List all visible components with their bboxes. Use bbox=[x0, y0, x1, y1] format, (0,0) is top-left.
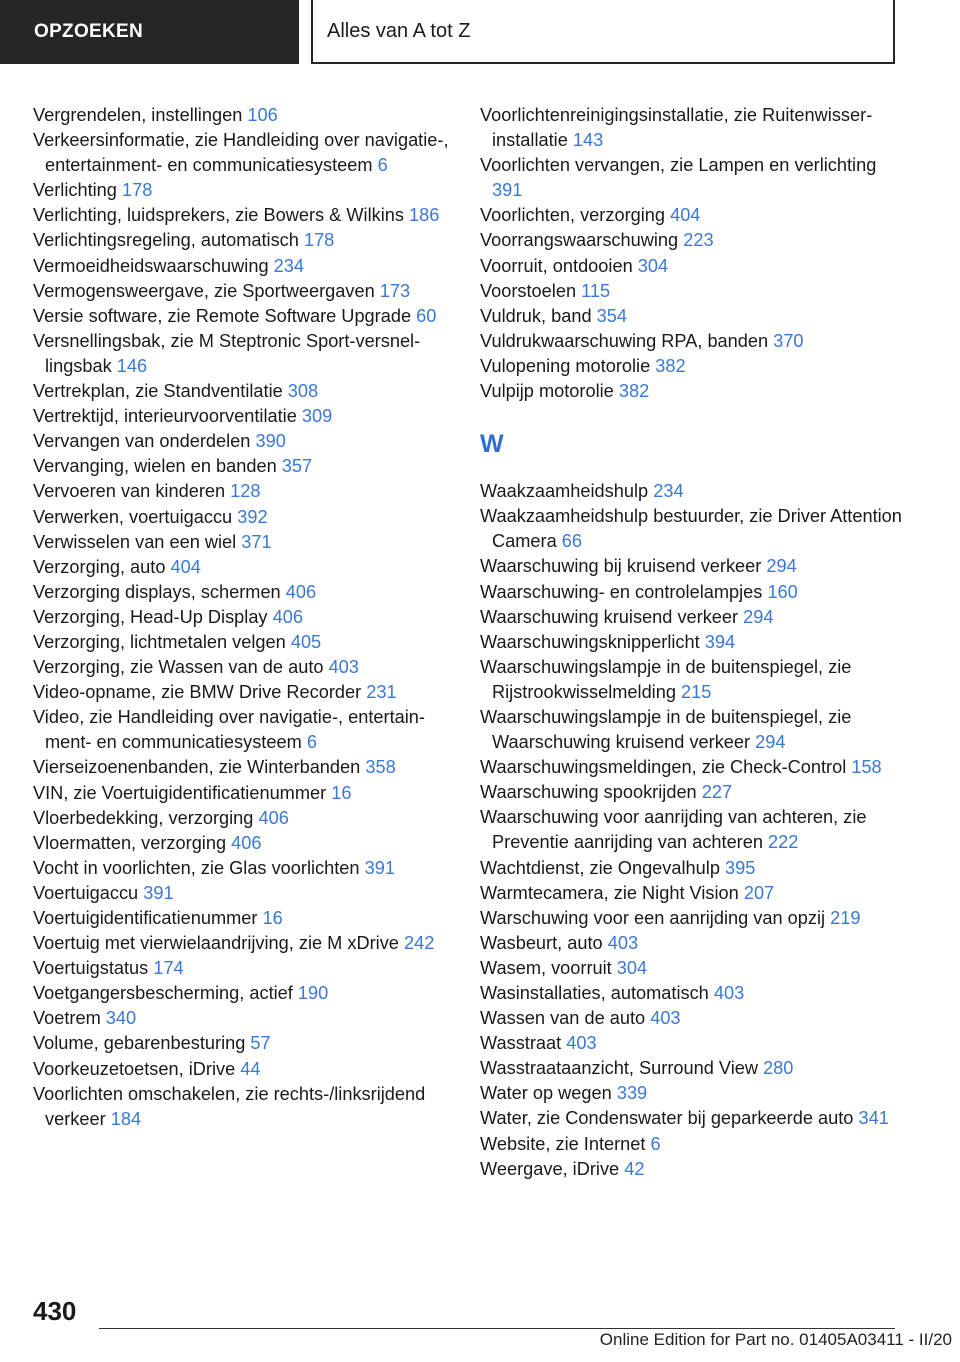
index-entry bbox=[33, 831, 458, 856]
index-entry-term: Verwerken, voertuigaccu bbox=[33, 506, 233, 527]
index-entry-term: Voorlichten vervangen, zie Lampen en verlichting bbox=[480, 155, 877, 176]
index-entry-page-link[interactable]: 186 bbox=[409, 205, 440, 226]
index-entry-page-link[interactable]: 392 bbox=[237, 506, 268, 527]
index-entry-page-link[interactable]: 178 bbox=[121, 180, 153, 201]
section-label: OPZOEKEN bbox=[34, 21, 144, 42]
index-entry bbox=[480, 805, 905, 855]
page-number: 430 bbox=[33, 1296, 77, 1326]
index-entry-term: Voorruit, ontdooien bbox=[480, 255, 633, 276]
index-entry bbox=[33, 454, 458, 479]
index-entry bbox=[33, 956, 458, 981]
index-entry bbox=[480, 379, 905, 404]
index-entry-page-link[interactable]: 394 bbox=[704, 631, 736, 652]
edition-footer: Online Edition for Part no. 01405A03411 - II/20 bbox=[599, 1330, 952, 1349]
index-entry bbox=[480, 906, 905, 931]
index-entry bbox=[33, 931, 458, 956]
index-list-v bbox=[480, 103, 905, 404]
index-entry-term: Verlichting, luidsprekers, zie Bowers & Wilkins bbox=[33, 205, 404, 226]
index-entry-term: Vierseizoenenbanden, zie Winterbanden bbox=[33, 757, 361, 778]
index-entry bbox=[480, 755, 905, 780]
index-entry-page-link[interactable]: 42 bbox=[624, 1158, 645, 1179]
footer-divider bbox=[99, 1328, 895, 1329]
index-entry-page-link[interactable]: 219 bbox=[830, 907, 861, 928]
index-entry bbox=[480, 504, 905, 554]
index-entry-term: VIN, zie Voertuigidentificatienummer bbox=[33, 782, 327, 803]
index-entry bbox=[480, 1006, 905, 1031]
index-entry-page-link[interactable]: 128 bbox=[230, 481, 261, 502]
index-entry-page-link[interactable]: 294 bbox=[743, 606, 774, 627]
index-entry-page-link[interactable]: 403 bbox=[713, 983, 745, 1003]
index-entry-page-link[interactable]: 231 bbox=[366, 682, 397, 703]
index-entry-term: Verkeersinformatie, zie Handleiding over navigatie-, entertainment- en communicatiesysteem bbox=[33, 130, 449, 176]
index-entry bbox=[480, 705, 905, 755]
index-entry-term: Voorkeuzetoetsen, iDrive bbox=[33, 1058, 236, 1079]
index-entry bbox=[33, 128, 458, 178]
index-entry-term: Volume, gebarenbesturing bbox=[33, 1033, 246, 1054]
index-entry-term: Wasinstallaties, automatisch bbox=[480, 983, 709, 1003]
index-entry-page-link[interactable]: 242 bbox=[403, 933, 435, 954]
index-entry-page-link[interactable]: 403 bbox=[650, 1008, 681, 1029]
index-entry bbox=[480, 780, 905, 805]
index-entry-term: Verwisselen van een wiel bbox=[33, 531, 237, 552]
index-entry-page-link[interactable]: 60 bbox=[416, 305, 437, 326]
index-entry-page-link[interactable]: 294 bbox=[755, 732, 786, 753]
index-entry-term: Vervoeren van kinderen bbox=[33, 481, 226, 502]
index-entry-term: Weergave, iDrive bbox=[480, 1158, 620, 1179]
index-entry-term: Waarschuwing- en controlelampjes bbox=[480, 581, 763, 602]
index-entry bbox=[480, 981, 905, 1006]
index-entry-page-link[interactable]: 207 bbox=[743, 882, 775, 903]
index-entry-page-link[interactable]: 357 bbox=[281, 456, 313, 477]
index-entry-page-link[interactable]: 403 bbox=[566, 1033, 597, 1054]
index-entry bbox=[33, 580, 458, 605]
index-entry-term: Wassen van de auto bbox=[480, 1008, 646, 1029]
index-entry-term: Voertuig met vierwielaandrijving, zie M xDrive bbox=[33, 933, 399, 954]
index-entry bbox=[33, 755, 458, 780]
index-entry bbox=[33, 605, 458, 630]
index-entry-page-link[interactable]: 406 bbox=[285, 581, 317, 602]
index-entry-term: Vuldrukwaarschuwing RPA, banden bbox=[480, 330, 769, 351]
index-entry bbox=[480, 630, 905, 655]
index-entry-page-link[interactable]: 57 bbox=[250, 1033, 271, 1054]
index-entry bbox=[33, 228, 458, 253]
index-entry-term: Voertuigaccu bbox=[33, 882, 139, 903]
index-entry-term: Vertrekplan, zie Standventilatie bbox=[33, 381, 283, 402]
index-entry-page-link[interactable]: 66 bbox=[561, 531, 582, 552]
index-entry-term: Vloermatten, verzorging bbox=[33, 832, 227, 853]
index-entry-page-link[interactable]: 371 bbox=[241, 531, 272, 552]
index-entry bbox=[480, 1056, 905, 1081]
index-entry bbox=[33, 1031, 458, 1056]
index-entry-term: Vervanging, wielen en banden bbox=[33, 456, 277, 477]
index-entry-term: Wachtdienst, zie Ongevalhulp bbox=[480, 857, 720, 878]
index-entry-term: Wasstraat bbox=[480, 1033, 562, 1054]
index-entry bbox=[33, 479, 458, 504]
index-entry-term: Verlichting bbox=[33, 180, 117, 201]
index-entry-page-link[interactable]: 143 bbox=[572, 130, 604, 151]
index-entry-term: Vertrektijd, interieurvoorventilatie bbox=[33, 406, 297, 427]
index-entry-term: Verzorging, auto bbox=[33, 556, 166, 577]
index-list-w bbox=[480, 479, 905, 1182]
index-entry-term: Verlichtingsregeling, automatisch bbox=[33, 230, 299, 251]
index-entry-page-link[interactable]: 358 bbox=[365, 757, 396, 778]
index-entry-page-link[interactable]: 294 bbox=[766, 556, 797, 577]
index-entry-page-link[interactable]: 178 bbox=[303, 230, 335, 251]
index-entry-page-link[interactable]: 174 bbox=[153, 958, 184, 979]
index-entry-page-link[interactable]: 158 bbox=[851, 757, 882, 778]
index-entry bbox=[33, 781, 458, 806]
index-entry-page-link[interactable]: 405 bbox=[290, 631, 322, 652]
index-entry bbox=[33, 555, 458, 580]
index-entry-term: Voorstoelen bbox=[480, 280, 577, 301]
index-entry-term: Vuldruk, band bbox=[480, 305, 592, 326]
index-entry-term: Voetrem bbox=[33, 1008, 101, 1029]
index-entry-term: Video-opname, zie BMW Drive Recorder bbox=[33, 682, 362, 703]
index-entry bbox=[33, 630, 458, 655]
index-entry-page-link[interactable]: 6 bbox=[377, 155, 388, 176]
index-entry-term: Vermoeidheidswaarschuwing bbox=[33, 255, 269, 276]
index-entry bbox=[480, 856, 905, 881]
index-entry-term: Waarschuwing spookrijden bbox=[480, 782, 697, 803]
index-entry-page-link[interactable]: 227 bbox=[701, 782, 733, 803]
index-entry-page-link[interactable]: 6 bbox=[650, 1133, 661, 1154]
index-entry bbox=[480, 1106, 905, 1131]
index-entry-term: Verzorging displays, schermen bbox=[33, 581, 281, 602]
section-letter-heading: W bbox=[480, 430, 504, 459]
index-entry-page-link[interactable]: 404 bbox=[170, 556, 201, 577]
index-entry-page-link[interactable]: 146 bbox=[116, 355, 148, 376]
index-entry bbox=[480, 153, 905, 203]
index-entry-term: Verzorging, Head-Up Display bbox=[33, 606, 268, 627]
index-entry-page-link[interactable]: 406 bbox=[272, 606, 303, 627]
index-entry-term: Voorlichten, verzorging bbox=[480, 205, 666, 226]
index-entry-page-link[interactable]: 184 bbox=[110, 1108, 142, 1129]
index-column-right bbox=[480, 103, 905, 1182]
index-entry-term: Water, zie Condenswater bij geparkeerde auto bbox=[480, 1108, 854, 1129]
index-entry bbox=[33, 1006, 458, 1031]
index-entry-page-link[interactable]: 403 bbox=[607, 932, 639, 953]
index-entry bbox=[480, 605, 905, 630]
index-entry-page-link[interactable]: 308 bbox=[287, 381, 319, 402]
index-entry-page-link[interactable]: 190 bbox=[297, 983, 329, 1004]
index-entry bbox=[480, 354, 905, 379]
index-entry-term: Voertuigstatus bbox=[33, 958, 149, 979]
index-entry bbox=[33, 981, 458, 1006]
index-entry bbox=[33, 429, 458, 454]
index-entry bbox=[33, 279, 458, 304]
chapter-title bbox=[311, 0, 895, 64]
index-entry bbox=[480, 304, 905, 329]
index-entry-term: Waarschuwing kruisend verkeer bbox=[480, 606, 739, 627]
index-entry bbox=[33, 881, 458, 906]
index-entry-term: Voorlichten omschakelen, zie rechts-/linksrijdend verkeer bbox=[33, 1083, 426, 1129]
index-entry-term: Waarschuwing bij kruisend verkeer bbox=[480, 556, 762, 577]
index-entry-page-link[interactable]: 115 bbox=[581, 280, 611, 301]
index-entry-term: Voertuigidentificatienummer bbox=[33, 908, 258, 928]
index-column-left bbox=[33, 103, 458, 1132]
index-entry-page-link[interactable]: 391 bbox=[143, 882, 174, 903]
index-entry-page-link[interactable]: 173 bbox=[379, 280, 411, 301]
index-entry-page-link[interactable]: 395 bbox=[725, 857, 756, 878]
index-entry bbox=[480, 931, 905, 956]
index-entry-page-link[interactable]: 391 bbox=[492, 180, 523, 201]
index-entry-page-link[interactable]: 222 bbox=[768, 832, 799, 853]
index-entry-term: Vloerbedekking, verzorging bbox=[33, 807, 254, 828]
index-entry bbox=[33, 178, 458, 203]
index-entry-page-link[interactable]: 16 bbox=[331, 782, 352, 803]
index-entry bbox=[480, 554, 905, 579]
index-entry-term: Vulopening motorolie bbox=[480, 355, 651, 376]
index-entry-term: Vocht in voorlichten, zie Glas voorlichten bbox=[33, 857, 360, 878]
index-entry-page-link[interactable]: 354 bbox=[596, 305, 627, 326]
index-entry-term: Verzorging, zie Wassen van de auto bbox=[33, 657, 324, 678]
index-entry-term: Warmtecamera, zie Night Vision bbox=[480, 882, 739, 903]
index-entry bbox=[480, 956, 905, 981]
index-entry bbox=[480, 228, 905, 253]
index-entry bbox=[480, 329, 905, 354]
index-entry-page-link[interactable]: 280 bbox=[763, 1058, 794, 1079]
index-entry-page-link[interactable]: 403 bbox=[328, 657, 359, 678]
index-entry-page-link[interactable]: 339 bbox=[616, 1083, 648, 1104]
index-entry bbox=[33, 806, 458, 831]
index-entry-page-link[interactable]: 404 bbox=[670, 205, 701, 226]
index-entry-term: Water op wegen bbox=[480, 1083, 612, 1104]
index-entry-term: Waakzaamheidshulp bestuurder, zie Driver Attention Camera bbox=[480, 506, 902, 552]
index-entry-term: Verzorging, lichtmetalen velgen bbox=[33, 631, 286, 652]
index-entry-page-link[interactable]: 16 bbox=[262, 908, 283, 928]
index-entry bbox=[480, 881, 905, 906]
index-entry bbox=[33, 705, 458, 755]
index-entry bbox=[480, 479, 905, 504]
index-entry-page-link[interactable]: 391 bbox=[364, 857, 395, 878]
index-entry-term: Vergrendelen, instellingen bbox=[33, 105, 243, 125]
index-entry-term: Vermogensweergave, zie Sportweergaven bbox=[33, 280, 375, 301]
index-entry-page-link[interactable]: 304 bbox=[616, 957, 648, 978]
index-entry bbox=[33, 329, 458, 379]
index-entry-term: Wasbeurt, auto bbox=[480, 932, 603, 953]
index-entry-page-link[interactable]: 390 bbox=[255, 431, 286, 452]
index-entry bbox=[33, 404, 458, 429]
index-entry-page-link[interactable]: 382 bbox=[655, 355, 686, 376]
index-entry-page-link[interactable]: 234 bbox=[273, 255, 304, 276]
index-entry bbox=[33, 379, 458, 404]
index-entry-term: Waarschuwingslampje in de buitenspiegel, zie Waarschuwing kruisend verkeer bbox=[480, 706, 852, 753]
index-entry-term: Waarschuwingslampje in de buitenspiegel, zie Rijstrookwisselmelding bbox=[480, 656, 852, 702]
index-entry-page-link[interactable]: 309 bbox=[301, 406, 333, 427]
index-entry bbox=[33, 856, 458, 881]
index-entry-term: Voetgangersbescherming, actief bbox=[33, 983, 293, 1004]
index-entry-page-link[interactable]: 223 bbox=[683, 230, 714, 251]
index-list-left bbox=[33, 103, 458, 1132]
index-entry-term: Waarschuwingsknipperlicht bbox=[480, 631, 700, 652]
index-entry-term: Waarschuwing voor aanrijding van achteren, zie Preventie aanrijding van achteren bbox=[480, 807, 867, 853]
index-entry-page-link[interactable]: 406 bbox=[231, 832, 262, 853]
index-entry-term: Versie software, zie Remote Software Upgrade bbox=[33, 305, 412, 326]
index-entry bbox=[33, 203, 458, 228]
index-entry-term: Wasstraataanzicht, Surround View bbox=[480, 1058, 758, 1079]
index-entry bbox=[480, 279, 905, 304]
index-entry-term: Voorrangswaarschuwing bbox=[480, 230, 679, 251]
index-entry bbox=[33, 254, 458, 279]
index-entry-term: Website, zie Internet bbox=[480, 1133, 646, 1154]
index-entry-term: Warschuwing voor een aanrijding van opzij bbox=[480, 907, 826, 928]
index-entry bbox=[480, 1031, 905, 1056]
index-entry-term: Vervangen van onderdelen bbox=[33, 431, 251, 452]
index-entry bbox=[480, 580, 905, 605]
index-entry-page-link[interactable]: 370 bbox=[773, 330, 804, 351]
index-entry-page-link[interactable]: 234 bbox=[653, 481, 684, 502]
index-entry bbox=[33, 505, 458, 530]
index-entry-page-link[interactable]: 304 bbox=[637, 255, 669, 276]
index-entry bbox=[33, 906, 458, 931]
index-entry-page-link[interactable]: 44 bbox=[240, 1058, 261, 1079]
index-entry-page-link[interactable]: 341 bbox=[858, 1108, 889, 1129]
index-entry bbox=[480, 1081, 905, 1106]
index-entry bbox=[480, 203, 905, 228]
index-entry-page-link[interactable]: 382 bbox=[618, 381, 650, 402]
index-entry-term: Voorlichtenreinigingsinstallatie, zie Ruitenwisserinstallatie bbox=[480, 105, 873, 151]
index-entry bbox=[480, 655, 905, 705]
index-entry-term: Waarschuwingsmeldingen, zie Check-Control bbox=[480, 757, 847, 778]
index-entry-term: Versnellingsbak, zie M Steptronic Sport-versnellingsbak bbox=[33, 330, 421, 376]
index-entry-term: Wasem, voorruit bbox=[480, 957, 612, 978]
index-entry bbox=[33, 103, 458, 128]
index-entry-page-link[interactable]: 6 bbox=[306, 732, 317, 753]
index-entry-term: Video, zie Handleiding over navigatie-, entertainment- en communicatiesysteem bbox=[33, 707, 425, 753]
index-entry-page-link[interactable]: 160 bbox=[767, 581, 798, 602]
index-entry bbox=[480, 254, 905, 279]
index-entry-page-link[interactable]: 340 bbox=[105, 1008, 137, 1029]
index-entry bbox=[33, 304, 458, 329]
chapter-title-text: Alles van A tot Z bbox=[327, 19, 471, 42]
section-tab bbox=[0, 0, 299, 64]
index-entry bbox=[480, 103, 905, 153]
index-entry bbox=[33, 1057, 458, 1082]
index-entry-page-link[interactable]: 106 bbox=[247, 105, 278, 125]
index-entry bbox=[33, 680, 458, 705]
index-entry-term: Waakzaamheidshulp bbox=[480, 481, 649, 502]
index-entry-page-link[interactable]: 215 bbox=[681, 681, 712, 702]
index-entry bbox=[33, 530, 458, 555]
index-entry-page-link[interactable]: 406 bbox=[258, 807, 289, 828]
index-entry-term: Vulpijp motorolie bbox=[480, 381, 614, 402]
index-entry bbox=[480, 1132, 905, 1157]
index-entry bbox=[33, 655, 458, 680]
index-entry bbox=[33, 1082, 458, 1132]
index-entry bbox=[480, 1157, 905, 1182]
